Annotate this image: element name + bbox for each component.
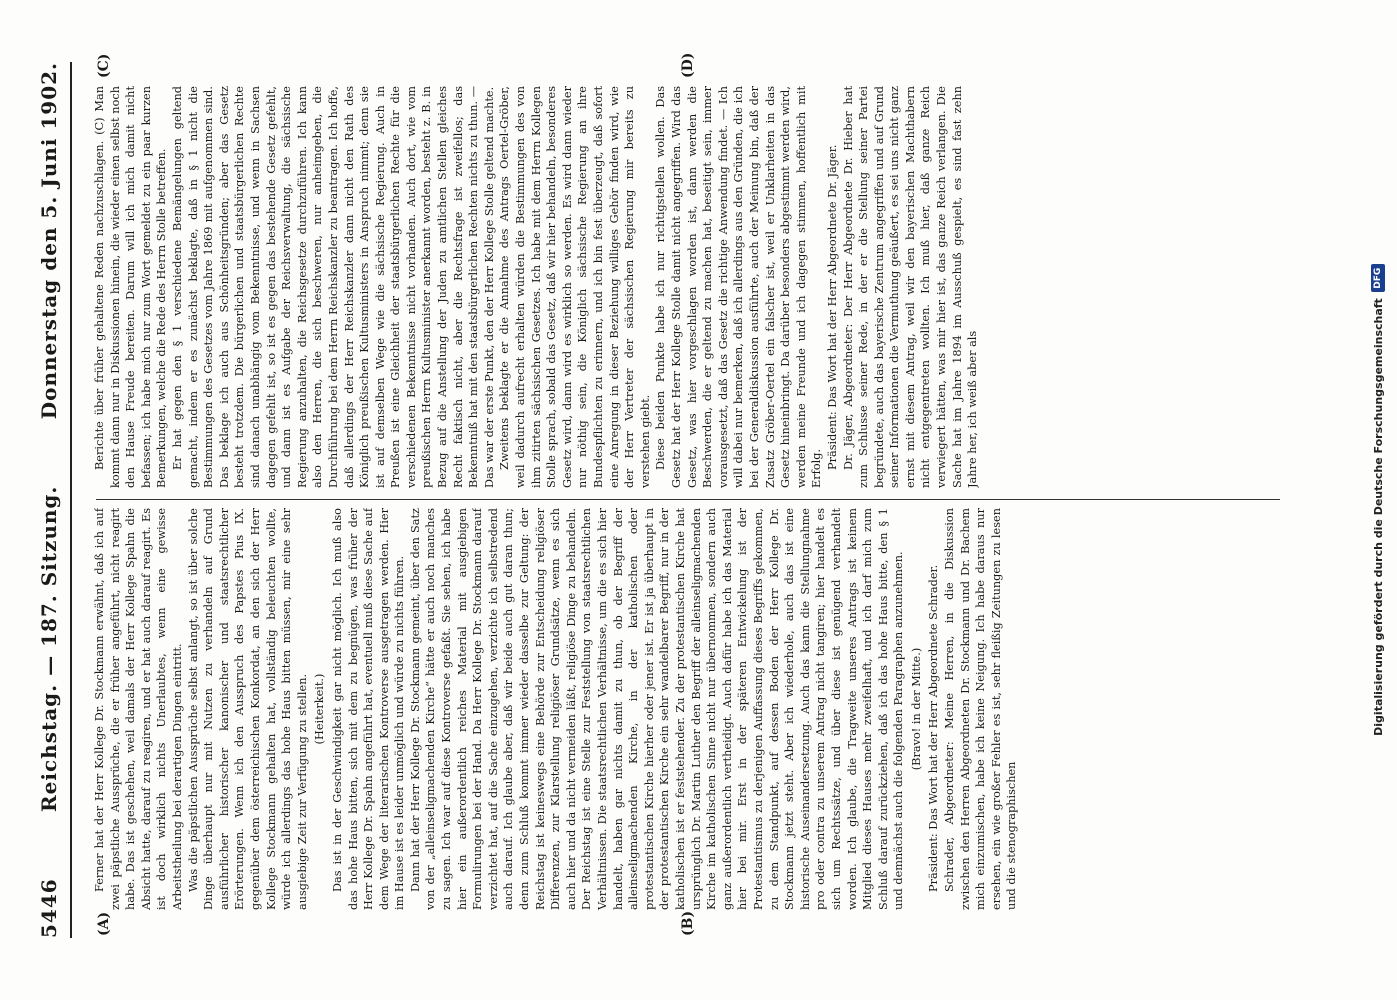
page-header — [28, 62, 72, 938]
paragraph: Schrader, Abgeordneter: Meine Herren, in die Diskussion zwischen den Herren Abgeordneten Dr. Stockmann und Dr. Bachem mich einzumischen, habe ich keine Neigung. Ich habe daraus nur ersehen, ein wie großer Fehler es ist, sehr fleißig Zeitungen zu lesen und die stenographischen — [943, 508, 1019, 910]
page-number: 5446 — [37, 878, 61, 938]
paragraph: Präsident: Das Wort hat der Herr Abgeordnete Dr. Jäger. — [825, 144, 839, 470]
text-column-right — [92, 86, 1290, 488]
paragraph: Dr. Jäger, Abgeordneter: Der Herr Abgeordnete Dr. Hieber hat zum Schlusse seiner Rede, in der er die Stellung seiner Partei begründete, auch das bayerische Zentrum angegriffen und auf Grund seiner Informationen die Vermuthung geäußert, es sei uns nicht ganz ernst mit diesem Antrag, weil wir den bayerischen Machthabern nicht entgegentreten wollten. Ich muß hier, daß ganze Reich verwiegert hätten, was mir hier ist, das ganze Reich verlangen. Die Sache hat im Jahre 1894 im Ausschuß gespielt, es sind fast zehn Jahre her, ich weiß aber als — [841, 86, 980, 488]
margin-marker-b: (B) — [680, 910, 696, 936]
paragraph: Diese beiden Punkte habe ich nur richtigstellen wollen. Das Gesetz hat der Herr Kollege Stolle damit nicht angegriffen. Wird das Gesetz, was hier vorgeschlagen worden ist, dann werden die Beschwerden, die er geltend zu machen hat, beseitigt sein, immer vorausgesetzt, daß das Gesetz die richtige Anwendung findet. — Ich will dabei nur bemerken, daß ich allerdings aus den Gründen, die ich bei der Generaldiskussion ausführte, auch der Meinung bin, daß der Zusatz Gröber-Oertel ein falscher ist, weil er Unklarheiten in das Gesetz hineinbringt. Da darüber besonders abgestimmt werden wird, werden meine Freunde und ich dagegen stimmen, hoffentlich mit Erfolg. — [654, 86, 824, 488]
paragraph: Berichte über früher gehaltene Reden nachzuschlagen. (C) Man kommt dann nur in Diskussionen hinein, die wieder einen selbst noch den Hause Freude bereiten. Darum will ich mich damit nicht befassen; ich habe mich nur zum Wort gemeldet zu ein paar kurzen Bemerkungen, welche die Rede des Herrn Stolle betreffen. — [93, 86, 169, 488]
paragraph: Er hat gegen den § 1 verschiedene Bemängelungen geltend gemacht, indem er es zunächst beklagte, daß in § 1 nicht die Bestimmungen des Gesetzes vom Jahre 1869 mit aufgenommen sind. Das beklage ich auch aus Schönheitsgründen; aber das Gesetz besteht trotzdem. Die bürgerlichen und staatsbürgerlichen Rechte sind danach unabhängig vom Bekenntnisse, und wenn in Sachsen dagegen gefehlt ist, so ist es gegen das bestehende Gesetz gefehlt, und dann ist es Aufgabe der Reichsverwaltung, die sächsische Regierung anzuhalten, die Reichsgesetze durchzuführen. Ich kann also den Herren, die sich beschweren, nur anheimgeben, die Durchführung bei dem Herrn Reichskanzler zu beantragen. Ich hoffe, daß allerdings der Herr Reichskanzler dann nicht den Rath des Königlich preußischen Kultusministers in Anspruch nimmt; denn sie ist auf demselben Wege wie die sächsische Regierung. Auch in Preußen ist eine Gleichheit der staatsbürgerlichen Rechte für die verschiedenen Bekenntnisse nicht vorhanden. Auch dort, wie vom preußischen Herrn Kultusminister anerkannt worden, besteht z. B. in Bezug auf die Anstellung der Juden zu amtlichen Stellen gleiches Recht faktisch nicht, aber die Rechtsfrage ist zweifellos; das Bekenntniß hat mit den staatsbürgerlichen Rechten nichts zu thun. — Das war der erste Punkt, den der Herr Kollege Stolle geltend machte. — [170, 86, 496, 488]
header-title: Reichstag. — 187. Sitzung. — [37, 485, 61, 812]
header-date: Donnerstag den 5. Juni 1902. — [37, 62, 61, 420]
credit-text: Digitalisierung gefördert durch die Deutsche Forschungsgemeinschaft — [1371, 298, 1385, 736]
paragraph: Präsident: Das Wort hat der Herr Abgeordnete Schrader. — [927, 564, 941, 892]
paragraph: Dann hat der Herr Kollege Dr. Stockmann gemeint, über den Satz von der „alleinseligmachenden Kirche“ hätte er auch noch manches zu sagen. Ich war auf diese Kontroverse gefaßt. Sie sehen, ich habe hier ein außerordentlich reiches Material mit ausgiebigen Formulirungen bei der Hand. Da Herr Kollege Dr. Stockmann darauf verzichtet hat, auf die Sache einzugehen, verzichte ich selbstredend auch darauf. Ich glaube aber, daß wir beide auch gut daran thun; denn zum Schluß kommt immer wieder dasselbe zur Geltung: der Reichstag ist keineswegs eine Behörde zur Entscheidung religiöser Differenzen, zur Klarstellung religiöser Grundsätze, wenn es sich auch hier und da nicht vermeiden läßt, religiöse Dinge zu behandeln. Der Reichstag ist eine Stelle zur Feststellung von staatsrechtlichen Verhältnissen. Die staatsrechtlichen Verhältnisse, um die es sich hier handelt, haben gar nichts damit zu thun, ob der Begriff der alleinseligmachenden Kirche, in der katholischen oder protestantischen Kirche hierher oder jener ist. Er ist ja überhaupt in der protestantischen Kirche ein sehr wandelbarer Begriff, nur in der katholischen ist er feststehender. Zu der protestantischen Kirche hat ursprünglich Dr. Martin Luther den Begriff der alleinseligmachenden Kirche im katholischen Sinne nicht nur übernommen, sondern auch ganz außerordentlich vertheidigt. Auch dafür habe ich das Material hier bei mir. Erst in der späteren Entwickelung ist der Protestantismus zu derjenigen Auffassung dieses Begriffs gekommen, zu dem Standpunkt, auf dessen Boden der Herr Kollege Dr. Stockmann jetzt steht. Aber ich wiederhole, auch das ist eine historische Auseinandersetzung. Auch das kann die Stellungnahme pro oder contra zu unserem Antrag nicht tangiren; hier handelt es sich um Rechtssätze, und über diese ist genügend verhandelt worden. Ich glaube, die Tragweite unseres Antrags ist keinem Mitglied dieses Hauses mehr zweifelhaft, und ich darf mich zum Schluß darauf zurückziehen, daß ich das hohe Haus bitte, den § 1 und demnächst auch die folgenden Paragraphen anzunehmen. — [408, 508, 906, 910]
paragraph: Das ist in der Geschwindigkeit gar nicht möglich. Ich muß also das hohe Haus bitten, sich mit dem zu begnügen, was früher der Herr Kollege Dr. Spahn angeführt hat, eventuell muß diese Sache auf dem Wege der literarischen Kontroverse ausgetragen werden. Hier im Hause ist es leider unmöglich und würde zu nichts führen. — [330, 508, 407, 910]
margin-marker-d: (D) — [680, 52, 696, 78]
margin-marker-c: (C) — [96, 53, 112, 78]
margin-marker-a: (A) — [96, 911, 112, 936]
dfg-logo-icon: DFG — [1371, 264, 1385, 292]
paragraph: Was die päpstlichen Aussprüche selbst anlangt, so ist über solche Dinge überhaupt nur mit Nutzen zu verhandeln auf Grund ausführlicher historischer kanonischer und staatsrechtlicher Erörterungen. Wenn ich den Ausspruch des Papstes Pius IX. gegenüber dem österreichischen Konkordat, an den sich der Herr Kollege Stockmann gehalten hat, vollständig beleuchten wollte, würde ich allerdings das hohe Haus bitten müssen, mir eine sehr ausgiebige Zeit zur Verfügung zu stellen. — [186, 508, 309, 910]
column-divider — [96, 499, 1280, 500]
digitization-credit — [1368, 0, 1388, 1000]
paragraph: Ferner hat der Herr Kollege Dr. Stockmann erwähnt, daß ich auf zwei päpstliche Aussprüche, die er früher angeführt, nicht reagirt habe. Das ist geschehen, weil damals der Herr Kollege Spahn die Absicht hatte, darauf zu reagiren, und er hat auch darauf reagirt. Es ist doch wirklich nichts Unerlaubtes, wenn eine gewisse Arbeitstheilung bei derartigen Dingen eintritt. — [93, 508, 184, 910]
interjection: (Heiterkeit.) — [313, 673, 327, 745]
interjection: (Bravo! in der Mitte.) — [909, 647, 923, 771]
paragraph: Zweitens beklagte er die Annahme des Antrags Oertel-Gröber, weil dadurch aufrecht erhalten würden die Bestimmungen des von ihm zitirten sächsischen Gesetzes. Ich habe mit dem Herrn Kollegen Stolle sprach, sobald das Gesetz, daß wir hier behandeln, besonderes Gesetz wird, dann wird es wirklich so werden. Es wird dann wieder nur nöthig sein, die Königlich sächsische Regierung an ihre Bundespflichten zu erinnern, und ich bin fest überzeugt, daß sofort eine Anregung in dieser Beziehung williges Gehör finden wird, wie der Herr Vertreter der sächsischen Regierung mir bereits zu verstehen giebt. — [498, 86, 652, 488]
text-column-left — [92, 508, 1290, 910]
